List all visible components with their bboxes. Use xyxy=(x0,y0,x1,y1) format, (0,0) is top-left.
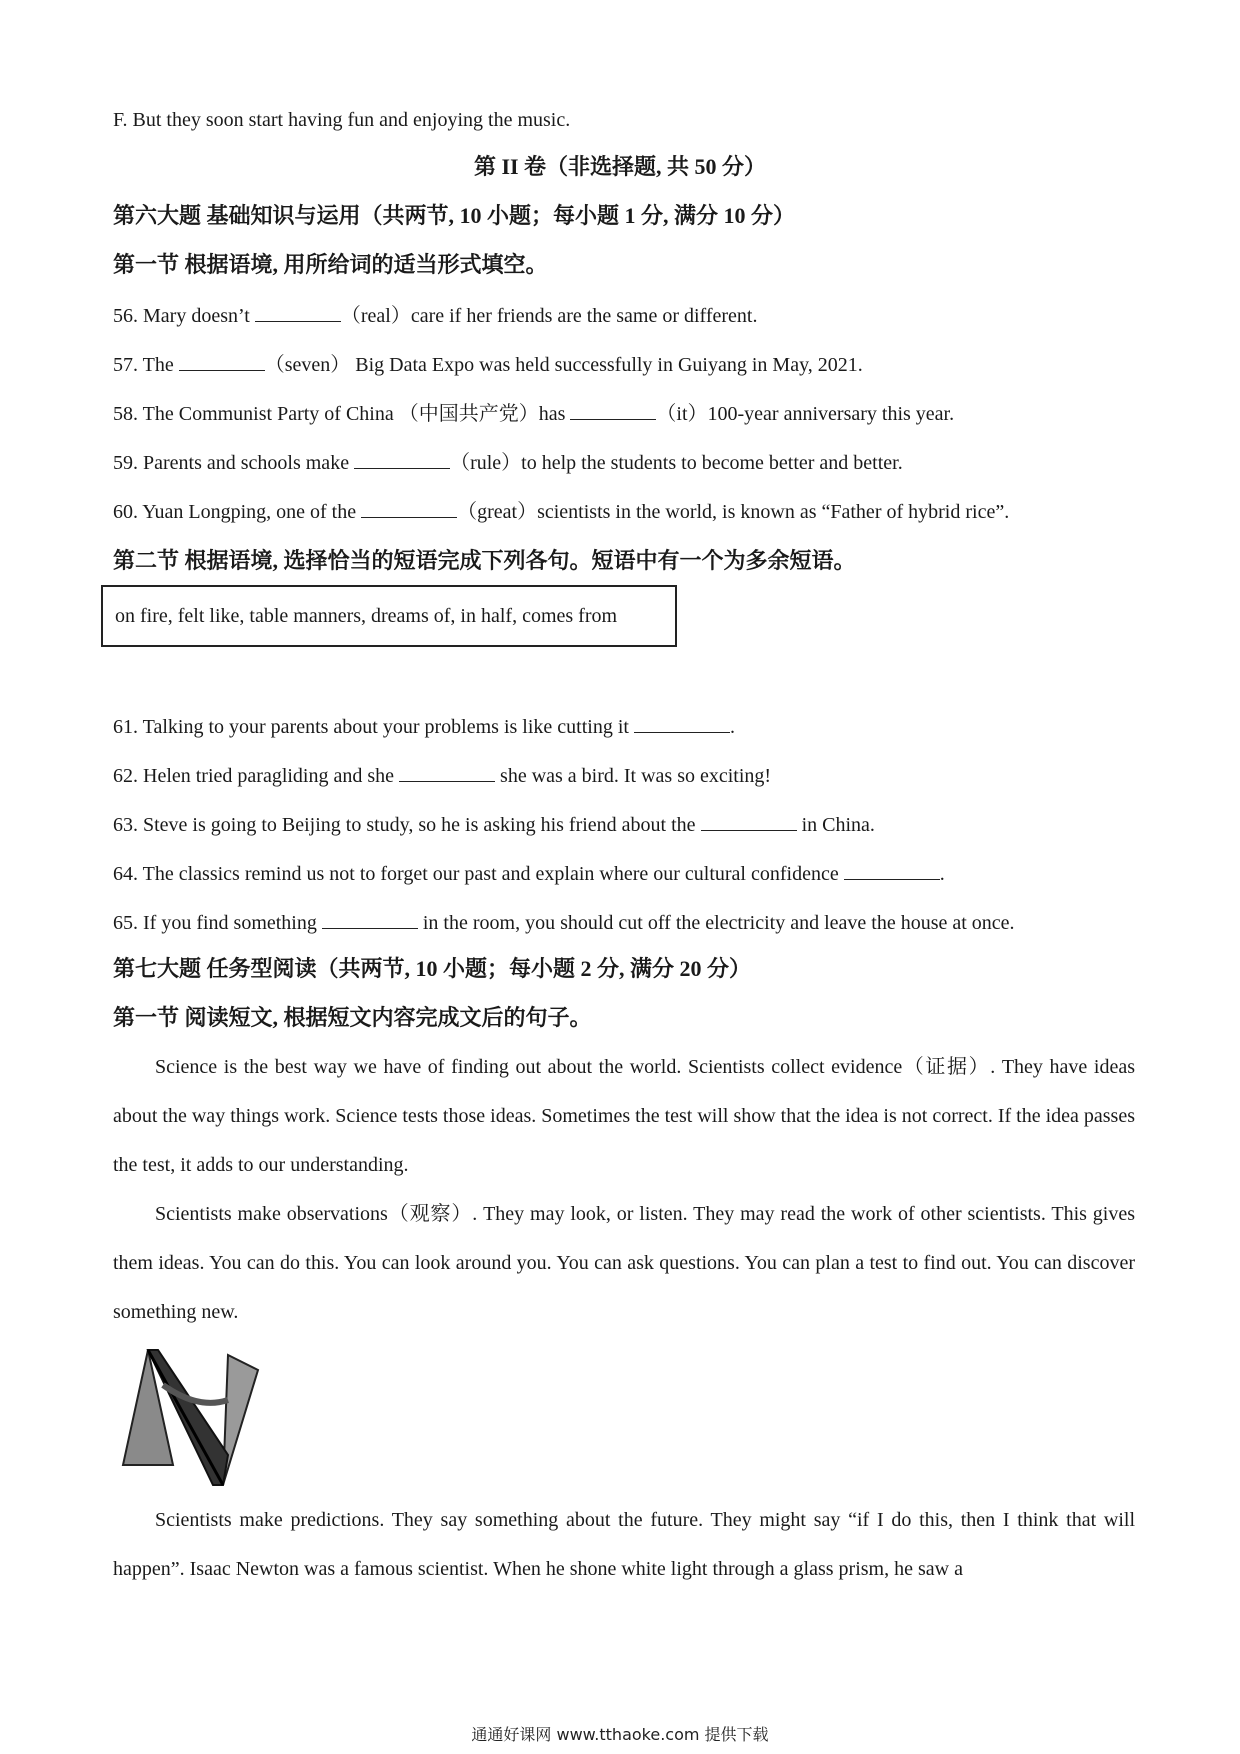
q64-text-after: . xyxy=(939,863,945,885)
phrase-box: on fire, felt like, table manners, dreams of, in half, comes from xyxy=(101,585,677,647)
question-65 xyxy=(113,910,1015,935)
q63-blank[interactable] xyxy=(701,812,797,831)
q56-text-before: 56. Mary doesn’t xyxy=(113,305,255,327)
q63-text-after: in China. xyxy=(796,814,875,836)
passage-paragraph-1: Science is the best way we have of finding out about the world. Scientists collect evidence（证据）. They have ideas about the way things work. Science tests those ideas. Sometimes the test will show that the idea is not correct. If the idea passes the test, it adds to our understanding. xyxy=(113,1056,1135,1176)
q59-text-before: 59. Parents and schools make xyxy=(113,452,355,474)
part7-section1-title: 第一节 阅读短文, 根据短文内容完成文后的句子。 xyxy=(113,1005,592,1030)
section1-title: 第一节 根据语境, 用所给词的适当形式填空。 xyxy=(113,252,548,277)
question-61 xyxy=(113,714,735,739)
question-58 xyxy=(113,401,954,426)
q59-blank[interactable] xyxy=(354,450,450,469)
part6-title: 第六大题 基础知识与运用（共两节, 10 小题；每小题 1 分, 满分 10 分） xyxy=(113,203,796,228)
q62-blank[interactable] xyxy=(399,763,495,782)
q56-text-after: （real）care if her friends are the same or different. xyxy=(340,305,758,327)
q61-text-after: . xyxy=(729,716,735,738)
q63-text-before: 63. Steve is going to Beijing to study, so he is asking his friend about the xyxy=(113,814,701,836)
q57-text-after: （seven） Big Data Expo was held successfully in Guiyang in May, 2021. xyxy=(264,354,863,376)
q60-text-before: 60. Yuan Longping, one of the xyxy=(113,501,362,523)
footer-watermark: 通通好课网 www.tthaoke.com 提供下载 xyxy=(471,1725,769,1744)
q58-blank[interactable] xyxy=(570,401,656,420)
question-57 xyxy=(113,352,863,377)
passage-paragraph-2: Scientists make observations（观察）. They may look, or listen. They may read the work of other scientists. This gives them ideas. You can do this. You can look around you. You can ask questions. You can plan a test to find out. You can discover something new. xyxy=(113,1203,1135,1323)
passage-paragraph-3: Scientists make predictions. They say something about the future. They might say “if I do this, then I think that will happen”. Isaac Newton was a famous scientist. When he shone white light through a glass prism, he saw a xyxy=(113,1509,1135,1580)
section2-title: 第二节 根据语境, 选择恰当的短语完成下列各句。短语中有一个为多余短语。 xyxy=(113,548,856,573)
question-63 xyxy=(113,812,875,837)
q57-blank[interactable] xyxy=(179,352,265,371)
q65-blank[interactable] xyxy=(322,910,418,929)
prism-illustration xyxy=(118,1340,268,1490)
question-62 xyxy=(113,763,771,788)
q65-text-before: 65. If you find something xyxy=(113,912,322,934)
question-60 xyxy=(113,499,1009,524)
q65-text-after: in the room, you should cut off the electricity and leave the house at once. xyxy=(417,912,1015,934)
top-line: F. But they soon start having fun and enjoying the music. xyxy=(113,109,571,131)
volume-title: 第 II 卷（非选择题, 共 50 分） xyxy=(473,154,767,179)
question-64 xyxy=(113,861,945,886)
q60-blank[interactable] xyxy=(361,499,457,518)
q60-text-after: （great）scientists in the world, is known as “Father of hybrid rice”. xyxy=(457,501,1010,523)
q59-text-after: （rule）to help the students to become better and better. xyxy=(450,452,903,474)
q61-text-before: 61. Talking to your parents about your problems is like cutting it xyxy=(113,716,634,738)
q62-text-before: 62. Helen tried paragliding and she xyxy=(113,765,400,787)
q64-blank[interactable] xyxy=(844,861,940,880)
question-56 xyxy=(113,303,757,328)
question-59 xyxy=(113,450,903,475)
q64-text-before: 64. The classics remind us not to forget our past and explain where our cultural confidence xyxy=(113,863,844,885)
q56-blank[interactable] xyxy=(255,303,341,322)
q57-text-before: 57. The xyxy=(113,354,179,376)
q58-text-before: 58. The Communist Party of China （中国共产党）has xyxy=(113,403,571,425)
q61-blank[interactable] xyxy=(634,714,730,733)
q58-text-after: （it）100-year anniversary this year. xyxy=(656,403,955,425)
part7-title: 第七大题 任务型阅读（共两节, 10 小题；每小题 2 分, 满分 20 分） xyxy=(113,956,752,981)
q62-text-after: she was a bird. It was so exciting! xyxy=(495,765,772,787)
